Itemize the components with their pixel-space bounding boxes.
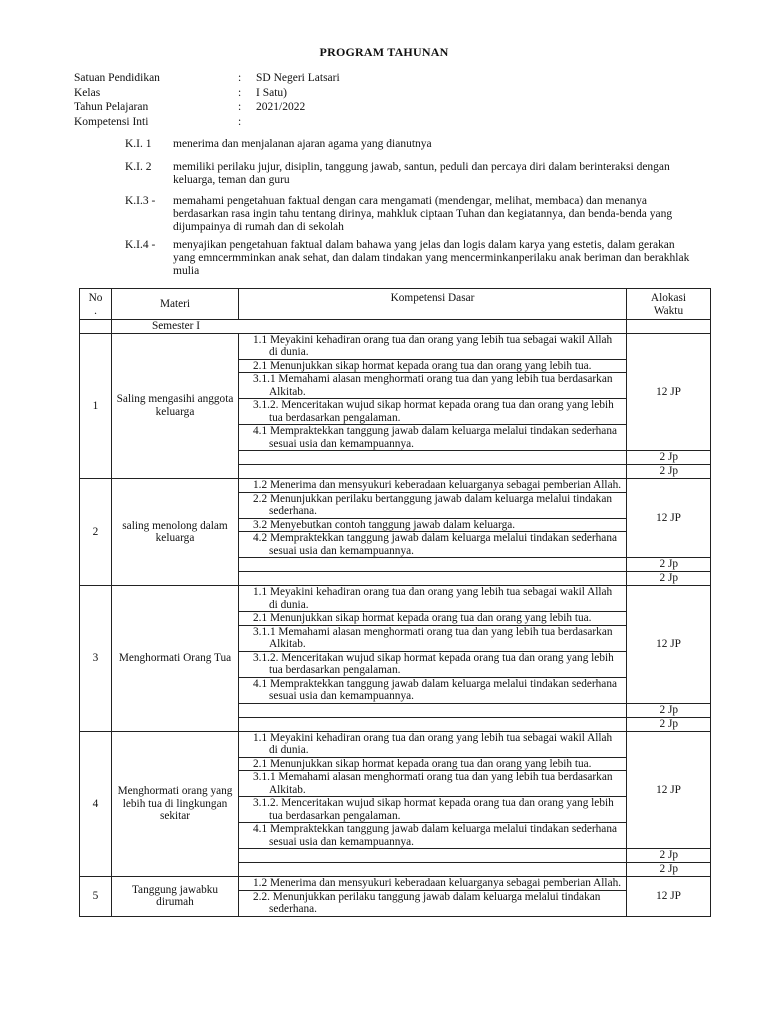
info-label: Tahun Pelajaran <box>74 101 149 113</box>
kompetensi-dasar-text: 3.2 Menyebutkan contoh tanggung jawab dalam keluarga. <box>253 518 516 531</box>
ki-item-1 <box>125 138 695 151</box>
semester-row <box>80 320 711 334</box>
empty-cell <box>239 572 627 586</box>
info-row-class <box>74 86 340 101</box>
kompetensi-dasar-text: 4.1 Mempraktekkan tanggung jawab dalam keluarga melalui tindakan sederhana sesuai usia dan kemampuannya. <box>253 425 617 450</box>
alokasi-extra-cell: 2 Jp <box>627 703 711 717</box>
kompetensi-dasar-text: 2.1 Menunjukkan sikap hormat kepada orang tua dan orang yang lebih tua. <box>253 757 592 770</box>
materi-cell: Tanggung jawabku dirumah <box>112 877 239 917</box>
kompetensi-dasar-text: 2.1 Menunjukkan sikap hormat kepada orang tua dan orang yang lebih tua. <box>253 612 592 624</box>
row-number: 3 <box>80 586 112 732</box>
kompetensi-dasar-text: 1.1 Meyakini kehadiran orang tua dan orang yang lebih tua sebagai wakil Allah di dunia. <box>253 586 613 611</box>
kompetensi-dasar-text: 3.1.2. Menceritakan wujud sikap hormat kepada orang tua dan orang yang lebih tua berdasarkan pengalaman. <box>253 651 614 676</box>
kompetensi-dasar-cell <box>239 771 627 797</box>
document-title: PROGRAM TAHUNAN <box>319 45 449 59</box>
kompetensi-dasar-text: 1.1 Meyakini kehadiran orang tua dan orang yang lebih tua sebagai wakil Allah di dunia. <box>253 731 613 756</box>
kompetensi-dasar-text: 4.1 Mempraktekkan tanggung jawab dalam keluarga melalui tindakan sederhana sesuai usia dan kemampuannya. <box>253 677 617 702</box>
materi-cell: Menghormati orang yang lebih tua di lingkungan sekitar <box>112 731 239 877</box>
info-colon: : <box>238 115 242 128</box>
alokasi-extra-cell: 2 Jp <box>627 558 711 572</box>
kompetensi-dasar-cell <box>239 797 627 823</box>
kompetensi-dasar-cell <box>239 518 627 532</box>
info-colon: : <box>238 72 242 84</box>
ki-code: K.I.3 - <box>125 195 156 207</box>
alokasi-extra-cell: 2 Jp <box>627 465 711 479</box>
header-kompetensi-dasar: Kompetensi Dasar <box>239 289 627 320</box>
table-row <box>80 586 711 612</box>
info-label: Kompetensi Inti <box>74 115 149 128</box>
info-value: I Satu) <box>256 86 287 99</box>
kompetensi-dasar-cell <box>239 532 627 558</box>
kompetensi-dasar-cell <box>239 677 627 703</box>
kompetensi-dasar-text: 4.2 Mempraktekkan tanggung jawab dalam keluarga melalui tindakan sederhana sesuai usia dan kemampuannya. <box>253 532 617 557</box>
empty-cell <box>239 717 627 731</box>
info-label: Satuan Pendidikan <box>74 72 160 84</box>
header-no: No . <box>80 289 112 320</box>
ki-item-2 <box>125 161 695 187</box>
row-number: 5 <box>80 877 112 917</box>
materi-cell: Menghormati Orang Tua <box>112 586 239 732</box>
kompetensi-dasar-cell <box>239 333 627 359</box>
materi-cell: Saling mengasihi anggota keluarga <box>112 333 239 479</box>
kompetensi-dasar-cell <box>239 757 627 771</box>
alokasi-cell: 12 JP <box>627 877 711 917</box>
alokasi-cell: 12 JP <box>627 731 711 849</box>
info-row-school <box>74 71 340 86</box>
info-label: Kelas <box>74 86 101 99</box>
ki-item-4 <box>125 239 695 278</box>
alokasi-extra-cell: 2 Jp <box>627 863 711 877</box>
kompetensi-dasar-cell <box>239 586 627 612</box>
ki-text: memiliki perilaku jujur, disiplin, tanggung jawab, santun, peduli dan percaya diri dalam berinteraksi dengan keluarga, teman dan guru <box>173 161 670 186</box>
materi-cell: saling menolong dalam keluarga <box>112 479 239 586</box>
kompetensi-dasar-text: 3.1.1 Memahami alasan menghormati orang tua dan yang lebih tua berdasarkan Alkitab. <box>253 625 613 650</box>
ki-text: menerima dan menjalanan ajaran agama yang dianutnya <box>173 138 432 150</box>
info-value: SD Negeri Latsari <box>256 72 340 84</box>
program-table <box>79 288 711 917</box>
header-materi: Materi <box>112 289 239 320</box>
kompetensi-dasar-text: 1.2 Menerima dan mensyukuri keberadaan keluarganya sebagai pemberian Allah. <box>253 877 622 889</box>
ki-text: menyajikan pengetahuan faktual dalam bahawa yang jelas dan logis dalam karya yang estetis, dalam gerakan yang emncermminkan anak sehat, dan dalam tindakan yang mencerminkanperilaku anak beriman dan berakhlak mulia <box>173 239 690 277</box>
empty-cell <box>627 320 711 334</box>
alokasi-extra-cell: 2 Jp <box>627 717 711 731</box>
info-value: 2021/2022 <box>256 101 306 113</box>
info-row-year <box>74 100 340 115</box>
kompetensi-dasar-text: 1.1 Meyakini kehadiran orang tua dan orang yang lebih tua sebagai wakil Allah di dunia. <box>253 333 613 358</box>
empty-cell <box>239 863 627 877</box>
kompetensi-dasar-text: 4.1 Mempraktekkan tanggung jawab dalam keluarga melalui tindakan sederhana sesuai usia dan kemampuannya. <box>253 823 617 848</box>
kompetensi-dasar-cell <box>239 479 627 493</box>
kompetensi-dasar-text: 3.1.1 Memahami alasan menghormati orang tua dan yang lebih tua berdasarkan Alkitab. <box>253 771 613 796</box>
empty-cell <box>239 703 627 717</box>
kompetensi-dasar-cell <box>239 823 627 849</box>
kompetensi-dasar-cell <box>239 612 627 626</box>
info-colon: : <box>238 86 242 99</box>
kompetensi-dasar-cell <box>239 890 627 916</box>
empty-cell <box>239 849 627 863</box>
table-row <box>80 479 711 493</box>
ki-item-3 <box>125 195 695 234</box>
kompetensi-dasar-text: 3.1.2. Menceritakan wujud sikap hormat kepada orang tua dan orang yang lebih tua berdasarkan pengalaman. <box>253 797 614 822</box>
kompetensi-dasar-text: 2.2 Menunjukkan perilaku bertanggung jawab dalam keluarga melalui tindakan sederhana. <box>253 492 612 517</box>
semester-label: Semester I <box>112 320 627 334</box>
kompetensi-dasar-text: 2.2. Menunjukkan perilaku tanggung jawab dalam keluarga melalui tindakan sederhana. <box>253 890 601 915</box>
alokasi-extra-cell: 2 Jp <box>627 849 711 863</box>
kompetensi-dasar-text: 3.1.1 Memahami alasan menghormati orang tua dan yang lebih tua berdasarkan Alkitab. <box>253 373 613 398</box>
kompetensi-dasar-cell <box>239 492 627 518</box>
alokasi-extra-cell: 2 Jp <box>627 572 711 586</box>
alokasi-extra-cell: 2 Jp <box>627 451 711 465</box>
ki-code: K.I.4 - <box>125 239 156 251</box>
ki-code: K.I. 2 <box>125 161 152 173</box>
empty-cell <box>239 465 627 479</box>
row-number: 4 <box>80 731 112 877</box>
kompetensi-dasar-cell <box>239 399 627 425</box>
ki-code: K.I. 1 <box>125 138 152 150</box>
alokasi-cell: 12 JP <box>627 479 711 558</box>
kompetensi-dasar-cell <box>239 731 627 757</box>
alokasi-cell: 12 JP <box>627 333 711 451</box>
kompetensi-dasar-text: 3.1.2. Menceritakan wujud sikap hormat kepada orang tua dan orang yang lebih tua berdasarkan pengalaman. <box>253 399 614 424</box>
kompetensi-dasar-cell <box>239 625 627 651</box>
table-row <box>80 877 711 891</box>
alokasi-cell: 12 JP <box>627 586 711 704</box>
info-colon: : <box>238 101 242 113</box>
empty-cell <box>80 320 112 334</box>
kompetensi-dasar-text: 1.2 Menerima dan mensyukuri keberadaan keluarganya sebagai pemberian Allah. <box>253 479 622 491</box>
kompetensi-dasar-cell <box>239 651 627 677</box>
identity-block <box>74 71 340 129</box>
kompetensi-dasar-cell <box>239 373 627 399</box>
header-alokasi-waktu: Alokasi Waktu <box>627 289 711 320</box>
row-number: 1 <box>80 333 112 479</box>
row-number: 2 <box>80 479 112 586</box>
kompetensi-dasar-text: 2.1 Menunjukkan sikap hormat kepada orang tua dan orang yang lebih tua. <box>253 359 592 372</box>
kompetensi-dasar-cell <box>239 425 627 451</box>
kompetensi-dasar-cell <box>239 359 627 373</box>
table-row <box>80 731 711 757</box>
kompetensi-dasar-cell <box>239 877 627 891</box>
table-header-row <box>80 289 711 320</box>
empty-cell <box>239 451 627 465</box>
info-row-core-competence <box>74 115 340 130</box>
table-row <box>80 333 711 359</box>
empty-cell <box>239 558 627 572</box>
program-table-body <box>80 289 711 917</box>
ki-text: memahami pengetahuan faktual dengan cara mengamati (mendengar, melihat, membaca) dan menanya berdasarkan rasa ingin tahu tentang dirinya, mahkluk ciptaan Tuhan dan kegiatannya, dan benda-benda yang dijumpainya di rumah dan di sekolah <box>173 195 673 233</box>
